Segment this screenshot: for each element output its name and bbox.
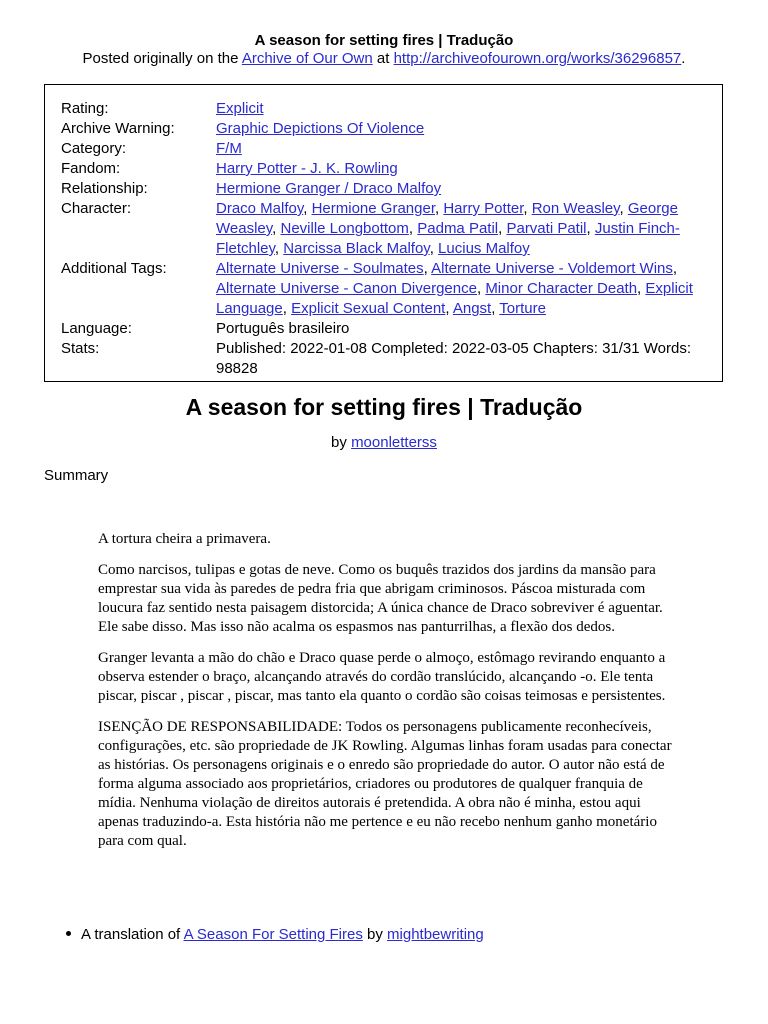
posted-prefix: Posted originally on the: [82, 50, 242, 67]
character-link[interactable]: Padma Patil: [417, 220, 499, 237]
character-link[interactable]: Harry Potter: [443, 200, 524, 217]
tag-link[interactable]: Explicit Language: [216, 280, 693, 317]
language-label: Language:: [61, 320, 132, 337]
document-header-title: A season for setting fires | Tradução: [254, 32, 514, 49]
character-link[interactable]: Neville Longbottom: [280, 220, 409, 237]
bullet-icon: [66, 931, 71, 936]
character-link[interactable]: Justin Finch-Fletchley: [216, 220, 680, 257]
character-link[interactable]: Lucius Malfoy: [438, 240, 530, 257]
summary-paragraph: A tortura cheira a primavera.: [98, 531, 271, 547]
metadata-table: [61, 99, 708, 379]
tag-link[interactable]: Alternate Universe - Canon Divergence: [216, 280, 477, 297]
character-link[interactable]: Ron Weasley: [531, 200, 620, 217]
fandom-label: Fandom:: [61, 160, 121, 177]
category-link[interactable]: F/M: [216, 140, 242, 157]
tag-link[interactable]: Alternate Universe - Soulmates: [216, 260, 424, 277]
character-link[interactable]: Draco Malfoy: [216, 200, 304, 217]
summary-paragraph: ISENÇÃO DE RESPONSABILIDADE: Todos os personagens publicamente reconhecíveis, configurações, etc. são propriedade de JK Rowling. Algumas linhas foram usadas para conectar as histórias. Os personagens originais e o enredo são propriedade do autor. O autor não está de forma alguma associado aos proprietários, criadores ou produtores de qualquer franquia de mídia. Nenhuma violação de direitos autorais é pretendida. A obra não é minha, estou aqui apenas traduzindo-a. Esta história não me pertence e eu não recebo nenhum ganho monetário para com qual.: [98, 719, 672, 849]
byline-prefix: by: [331, 434, 352, 451]
relationship-label: Relationship:: [61, 180, 148, 197]
byline: [0, 434, 768, 451]
stats-label: Stats:: [61, 340, 100, 357]
archive-link[interactable]: Archive of Our Own: [241, 50, 373, 67]
fandom-link[interactable]: Harry Potter - J. K. Rowling: [216, 160, 398, 177]
tag-link[interactable]: Angst: [452, 300, 492, 317]
work-title: A season for setting fires | Tradução: [185, 394, 583, 420]
posted-at: at: [372, 50, 394, 67]
original-work-link[interactable]: A Season For Setting Fires: [183, 926, 363, 943]
summary-paragraph: Granger levanta a mão do chão e Draco quase perde o almoço, estômago revirando enquanto a observa estender o braço, alcançando através do cordão translúcido, alcançando -o. Ele tenta piscar, piscar , piscar , piscar, mas tanto ela quanto o cordão são coisas teimosas e persistentes.: [98, 650, 666, 704]
work-notes: [66, 926, 484, 943]
tags-label: Additional Tags:: [61, 260, 167, 277]
work-url-link[interactable]: http://archiveofourown.org/works/36296857: [393, 50, 682, 67]
note-prefix: A translation of: [81, 926, 184, 943]
summary-paragraph: Como narcisos, tulipas e gotas de neve. Como os buquês trazidos dos jardins da mansão para emprestar sua vida às paredes de pedra fria que abrigam criminosos. Páscoa misturada com loucura faz sentido nesta paisagem distorcida; A única chance de Draco sobreviver é aguentar. Ele sabe disso. Mas isso não acalma os espasmos nas panturrilhas, a flexão dos dedos.: [98, 562, 663, 635]
character-link[interactable]: Hermione Granger: [311, 200, 435, 217]
original-author-link[interactable]: mightbewriting: [387, 926, 484, 943]
posted-period: .: [681, 50, 686, 67]
summary-heading: Summary: [44, 467, 109, 484]
tag-list: Alternate Universe - Soulmates, Alternate Universe - Voldemort Wins, Alternate Universe - Canon Divergence, Minor Character Death, Explicit Language, Explicit Sexual Content, Angst, Torture: [216, 260, 693, 317]
character-link[interactable]: Parvati Patil: [506, 220, 587, 237]
tag-link[interactable]: Alternate Universe - Voldemort Wins: [431, 260, 673, 277]
metadata-box: [44, 84, 723, 382]
character-link[interactable]: Narcissa Black Malfoy: [283, 240, 430, 257]
posted-line: [0, 50, 768, 67]
summary-body: [98, 530, 673, 863]
tag-link[interactable]: Minor Character Death: [485, 280, 638, 297]
translation-note: [66, 926, 484, 943]
warning-link[interactable]: Graphic Depictions Of Violence: [216, 120, 425, 137]
warning-label: Archive Warning:: [61, 120, 175, 137]
character-label: Character:: [61, 200, 132, 217]
tag-link[interactable]: Explicit Sexual Content: [291, 300, 446, 317]
note-by: by: [362, 926, 388, 943]
character-link[interactable]: George Weasley: [216, 200, 678, 237]
stats-value: Published: 2022-01-08 Completed: 2022-03-05 Chapters: 31/31 Words: 98828: [216, 340, 692, 377]
author-link[interactable]: moonletterss: [351, 434, 437, 451]
relationship-link[interactable]: Hermione Granger / Draco Malfoy: [216, 180, 442, 197]
tag-link[interactable]: Torture: [499, 300, 546, 317]
category-label: Category:: [61, 140, 127, 157]
rating-link[interactable]: Explicit: [216, 100, 264, 117]
character-list: Draco Malfoy, Hermione Granger, Harry Potter, Ron Weasley, George Weasley, Neville Longbottom, Padma Patil, Parvati Patil, Justin Finch-Fletchley, Narcissa Black Malfoy, Lucius Malfoy: [216, 200, 680, 257]
language-value: Português brasileiro: [216, 320, 350, 337]
rating-label: Rating:: [61, 100, 109, 117]
